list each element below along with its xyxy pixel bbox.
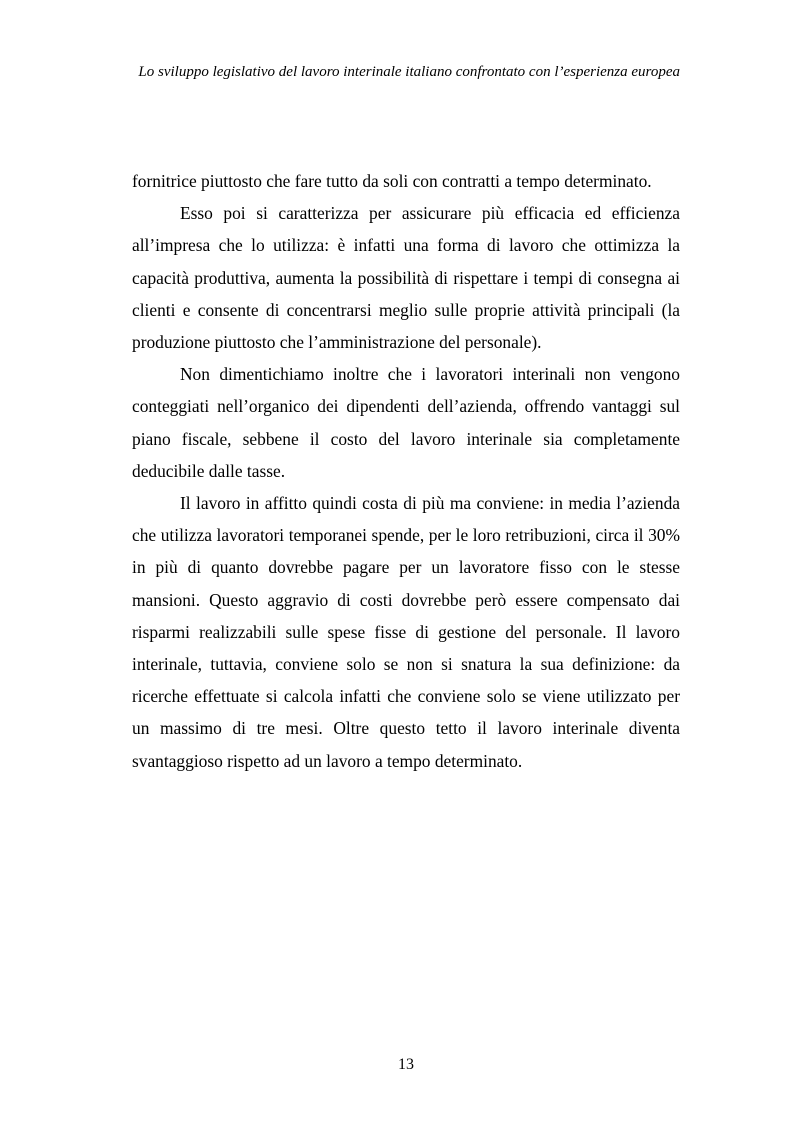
paragraph: Esso poi si caratterizza per assicurare più efficacia ed efficienza all’impresa che lo utilizza: è infatti una forma di lavoro che ottimizza la capacità produttiva, aumenta la possibilità di rispettare i tempi di consegna ai clienti e consente di concentrarsi meglio sulle proprie attività principali (la produzione piuttosto che l’amministrazione del personale).	[132, 203, 680, 353]
body-text	[132, 165, 680, 777]
paragraph: fornitrice piuttosto che fare tutto da soli con contratti a tempo determinato.	[132, 171, 652, 191]
paragraph: Non dimentichiamo inoltre che i lavoratori interinali non vengono conteggiati nell’organico dei dipendenti dell’azienda, offrendo vantaggi sul piano fiscale, sebbene il costo del lavoro interinale sia completamente deducibile dalle tasse.	[132, 364, 680, 481]
running-header: Lo sviluppo legislativo del lavoro interinale italiano confrontato con l’esperienza europea	[138, 64, 680, 80]
paragraph: Il lavoro in affitto quindi costa di più ma conviene: in media l’azienda che utilizza lavoratori temporanei spende, per le loro retribuzioni, circa il 30% in più di quanto dovrebbe pagare per un lavoratore fisso con le stesse mansioni. Questo aggravio di costi dovrebbe però essere compensato dai risparmi realizzabili sulle spese fisse di gestione del personale. Il lavoro interinale, tuttavia, conviene solo se non si snatura la sua definizione: da ricerche effettuate si calcola infatti che conviene solo se viene utilizzato per un massimo di tre mesi. Oltre questo tetto il lavoro interinale diventa svantaggioso rispetto ad un lavoro a tempo determinato.	[132, 493, 680, 771]
page-number: 13	[398, 1056, 414, 1073]
